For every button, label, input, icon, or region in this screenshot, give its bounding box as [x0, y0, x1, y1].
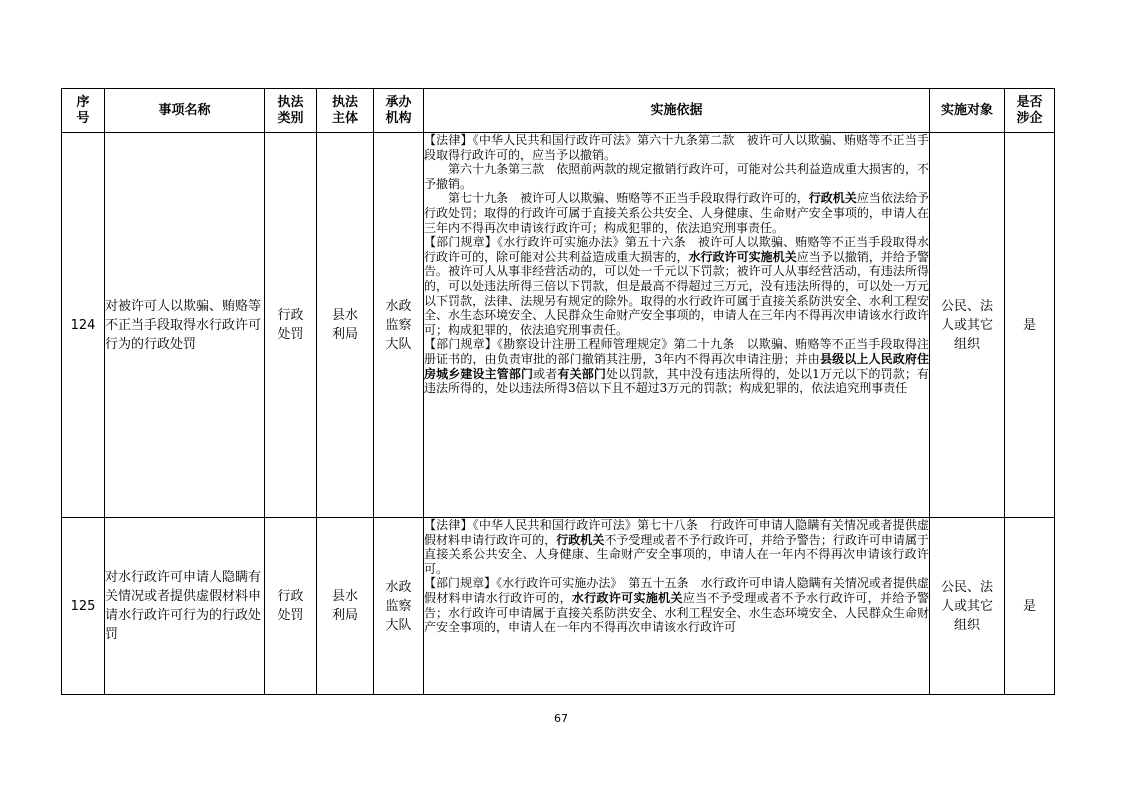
- basis-text: 【部门规章】《勘察设计注册工程师管理规定》第二十九条 以欺骗、贿赂等不正当手段取得注册证书的，由负责审批的部门撤销其注册，3年内不得再次申请注册；并由: [424, 337, 929, 366]
- row-item-name: 对水行政许可申请人隐瞒有关情况或者提供虚假材料申请水行政许可行为的行政处罚: [105, 518, 265, 695]
- basis-paragraph: [424, 576, 929, 634]
- row-enterprise: 是: [1005, 133, 1055, 518]
- header-enterprise: 是否涉企: [1005, 89, 1055, 133]
- page-number: 67: [554, 712, 568, 725]
- header-row: [62, 89, 1055, 133]
- basis-text: 第六十九条第三款 依照前两款的规定撤销行政许可，可能对公共利益造成重大损害的，不予撤销。: [424, 162, 929, 191]
- basis-paragraph: [424, 235, 929, 337]
- row-category: 行政处罚: [265, 518, 317, 695]
- header-target: 实施对象: [930, 89, 1005, 133]
- basis-text: 【部门规章】《水行政许可实施办法》 第五十五条 水行政许可申请人隐瞒有关情况或者提供虚假材料申请水行政许可的，: [424, 576, 929, 605]
- row-enterprise: 是: [1005, 518, 1055, 695]
- header-category: 执法类别: [265, 89, 317, 133]
- basis-text: 【法律】《中华人民共和国行政许可法》第七十八条 行政许可申请人隐瞒有关情况或者提供虚假材料申请行政许可的，: [424, 518, 929, 547]
- basis-authority: 有关部门: [557, 366, 606, 381]
- basis-authority: 水行政许可实施机关: [688, 249, 797, 264]
- basis-text: 应当予以撤销，并给予警告。被许可人从事非经营活动的，可以处一千元以下罚款；被许可人从事经营活动，有违法所得的，可以处违法所得三倍以下罚款，但是最高不得超过三万元，没有违法所得的，可以处一万元以下罚款，法律、法规另有规定的除外。取得的水行政许可属于直接关系防洪安全、水利工程安全、水生态环境安全、人民群众生命财产安全事项的，申请人在三年内不得再次申请该水行政许可；构成犯罪的，依法追究刑事责任。: [424, 249, 929, 337]
- row-seq: 125: [62, 518, 105, 695]
- row-basis: [424, 133, 930, 518]
- basis-text: 【法律】《中华人民共和国行政许可法》第六十九条第二款 被许可人以欺骗、贿赂等不正当手段取得行政许可的，应当予以撤销。: [424, 133, 929, 162]
- header-agency: 承办机构: [374, 89, 424, 133]
- enforcement-items-table: [61, 88, 1055, 695]
- basis-text: 或者: [533, 366, 558, 381]
- row-basis: [424, 518, 930, 695]
- row-agency: 水政监察大队: [374, 133, 424, 518]
- basis-text: 不予受理或者不予行政许可，并给予警告；行政许可申请属于直接关系公共安全、人身健康、生命财产安全事项的，申请人在一年内不得再次申请该行政许可。: [424, 532, 929, 576]
- basis-authority: 行政机关: [808, 191, 857, 206]
- header-seq: 序号: [62, 89, 105, 133]
- row-seq: 124: [62, 133, 105, 518]
- row-subject: 县水利局: [317, 133, 374, 518]
- basis-text: 第七十九条 被许可人以欺骗、贿赂等不正当手段取得行政许可的，: [448, 191, 809, 206]
- header-basis: 实施依据: [424, 89, 930, 133]
- basis-authority: 县级以上人民政府住房城乡建设主管部门: [424, 351, 929, 381]
- basis-paragraph: [424, 518, 929, 576]
- basis-text: 【部门规章】《水行政许可实施办法》第五十六条 被许可人以欺骗、贿赂等不正当手段取得水行政许可的，除可能对公共利益造成重大损害的，: [424, 235, 929, 264]
- row-target: 公民、法人或其它组织: [930, 133, 1005, 518]
- basis-paragraph: [424, 162, 929, 191]
- basis-paragraph: [424, 337, 929, 395]
- header-name: 事项名称: [105, 89, 265, 133]
- table-row: [62, 133, 1055, 518]
- basis-text: 应当依法给予行政处罚；取得的行政许可属于直接关系公共安全、人身健康、生命财产安全事项的，申请人在三年内不得再次申请该行政许可；构成犯罪的，依法追究刑事责任。: [424, 191, 929, 235]
- basis-authority: 水行政许可实施机关: [571, 590, 683, 605]
- basis-authority: 行政机关: [556, 532, 605, 547]
- row-item-name: 对被许可人以欺骗、贿赂等不正当手段取得水行政许可行为的行政处罚: [105, 133, 265, 518]
- basis-text: 应当不予受理或者不予水行政许可，并给予警告；水行政许可申请属于直接关系防洪安全、水利工程安全、水生态环境安全、人民群众生命财产安全事项的，申请人在一年内不得再次申请该水行政许可: [424, 590, 929, 635]
- row-subject: 县水利局: [317, 518, 374, 695]
- basis-paragraph: [424, 133, 929, 162]
- basis-text: 处以罚款，其中没有违法所得的，处以1万元以下的罚款；有违法所得的，处以违法所得3倍以下且不超过3万元的罚款；构成犯罪的，依法追究刑事责任: [424, 366, 929, 396]
- row-agency: 水政监察大队: [374, 518, 424, 695]
- basis-paragraph: [424, 191, 929, 235]
- row-category: 行政处罚: [265, 133, 317, 518]
- header-subject: 执法主体: [317, 89, 374, 133]
- table-row: [62, 518, 1055, 695]
- row-target: 公民、法人或其它组织: [930, 518, 1005, 695]
